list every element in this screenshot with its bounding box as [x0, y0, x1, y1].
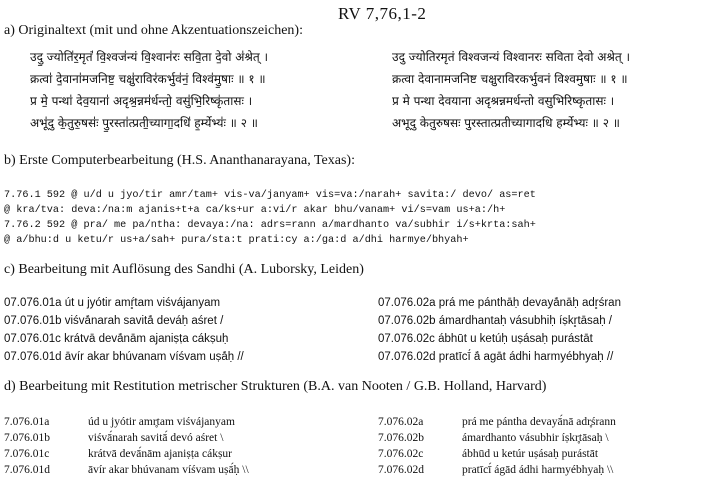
metrical-text: pratīcī́ ágād ádhi harmyébhyaḥ \\ — [462, 464, 614, 476]
sandhi-line: 07.076.01b viśvā́narah savitā́ deváḥ aśret / — [4, 315, 224, 327]
page-title: RV 7,76,1-2 — [338, 4, 427, 23]
accented-verse-line: अभू॑दु के॒तुरु॒षसः॑ पु॒रस्ता॑त्प्रती॒च्यागा॒दधि॑ ह॒र्म्येभ्यः॑ ॥ २ ॥ — [30, 116, 258, 130]
sandhi-line: 07.076.02a prá me pánthāḥ devayā́nāḥ adr̥śran — [378, 297, 621, 309]
metrical-id: 7.076.01d — [4, 464, 50, 476]
metrical-id: 7.076.01b — [4, 432, 50, 444]
sandhi-line: 07.076.01c krátvā devā́nām ajaniṣṭa cákṣuḥ — [4, 333, 229, 345]
metrical-text: krátvā devā́nām ajaniṣṭa cákṣur — [88, 448, 233, 460]
accented-verse-line: प्र मे॒ पन्था॑ देव॒याना॑ अदृश्र॒न्नम॑र्धन्तो॒ वसु॑भि॒रिष्कृ॑तासः । — [30, 94, 253, 108]
metrical-text: prá me pántha devayā́nā adr̥śrann — [462, 416, 616, 428]
sandhi-line: 07.076.02d pratīcī́ ā́ agāt ádhi harmyébhyaḥ // — [378, 351, 614, 363]
computer-line: @ kra/tva: deva:/na:m ajanis+t+a ca/ks+ur a:vi/r akar bhu/vanam+ vi/s=vam us+a:/h+ — [4, 205, 506, 216]
metrical-text: viśvā́narah savitā́ devó aśret \ — [88, 432, 224, 444]
unaccented-verse-line: उदु ज्योतिरमृतं विश्वजन्यं विश्वानरः सविता देवो अश्रेत् । — [392, 50, 631, 64]
accented-verse-line: क्रत्वा॑ दे॒वाना॑मजनिष्ट॒ चक्षु॑राविर॑कर्भुव॑नं॒ विश्व॑मु॒षाः ॥ १ ॥ — [30, 72, 266, 86]
section-d-heading: d) Bearbeitung mit Restitution metrischer Strukturen (B.A. van Nooten / G.B. Holland, Harvard) — [4, 379, 547, 394]
metrical-text: úd u jyótir amr̥tam viśvájanyam — [88, 416, 235, 428]
computer-line: @ a/bhu:d u ketu/r us+a/sah+ pura/sta:t prati:cy a:/ga:d a/dhi harmye/bhyah+ — [4, 235, 469, 246]
metrical-text: ámardhanto vásubhir íṣkr̥tāsaḥ \ — [462, 432, 609, 444]
section-b-heading: b) Erste Computerbearbeitung (H.S. Ananthanarayana, Texas): — [4, 153, 355, 168]
metrical-id: 7.076.02a — [378, 416, 424, 428]
sandhi-line: 07.076.02b ámardhantaḥ vásubhiḥ íṣkr̥tāsaḥ / — [378, 315, 612, 327]
metrical-id: 7.076.02d — [378, 464, 424, 476]
unaccented-verse-line: अभूदु केतुरुषसः पुरस्तात्प्रतीच्यागादधि हर्म्येभ्यः ॥ २ ॥ — [392, 116, 620, 130]
sandhi-line: 07.076.02c ábhūt u ketúḥ uṣásaḥ purástāt — [378, 333, 593, 345]
unaccented-verse-line: क्रत्वा देवानामजनिष्ट चक्षुराविरकर्भुवनं विश्वमुषाः ॥ १ ॥ — [392, 72, 628, 86]
sandhi-line: 07.076.01a út u jyótir amŕ̥tam viśvájanyam — [4, 297, 221, 309]
unaccented-verse-line: प्र मे पन्था देवयाना अदृश्रन्नमर्धन्तो वसुभिरिष्कृतासः । — [392, 94, 615, 108]
metrical-text: āvír akar bhúvanam víśvam uṣā́ḥ \\ — [88, 464, 249, 476]
computer-line: 7.76.2 592 @ pra/ me pa/ntha: devaya:/na: adrs=rann a/mardhanto va/subhir i/s+krta:sah+ — [4, 220, 536, 231]
accented-verse-line: उदु॒ ज्योति॑र॒मृतं॑ वि॒श्वज॑न्यं वि॒श्वान॑रः सवि॒ता दे॒वो अ॑श्रेत् । — [30, 50, 269, 64]
section-a-heading: a) Originaltext (mit und ohne Akzentuationszeichen): — [4, 23, 303, 38]
computer-line: 7.76.1 592 @ u/d u jyo/tir amr/tam+ vis-va/janyam+ vis=va:/narah+ savita:/ devo/ as=ret — [4, 190, 536, 201]
metrical-id: 7.076.01a — [4, 416, 50, 428]
sandhi-line: 07.076.01d āvír akar bhúvanam víśvam uṣā́ḥ // — [4, 351, 244, 363]
metrical-text: ábhūd u ketúr uṣásaḥ purástāt — [462, 448, 599, 460]
metrical-id: 7.076.01c — [4, 448, 50, 460]
metrical-id: 7.076.02c — [378, 448, 424, 460]
metrical-id: 7.076.02b — [378, 432, 424, 444]
section-c-heading: c) Bearbeitung mit Auflösung des Sandhi (A. Luborsky, Leiden) — [4, 262, 364, 277]
